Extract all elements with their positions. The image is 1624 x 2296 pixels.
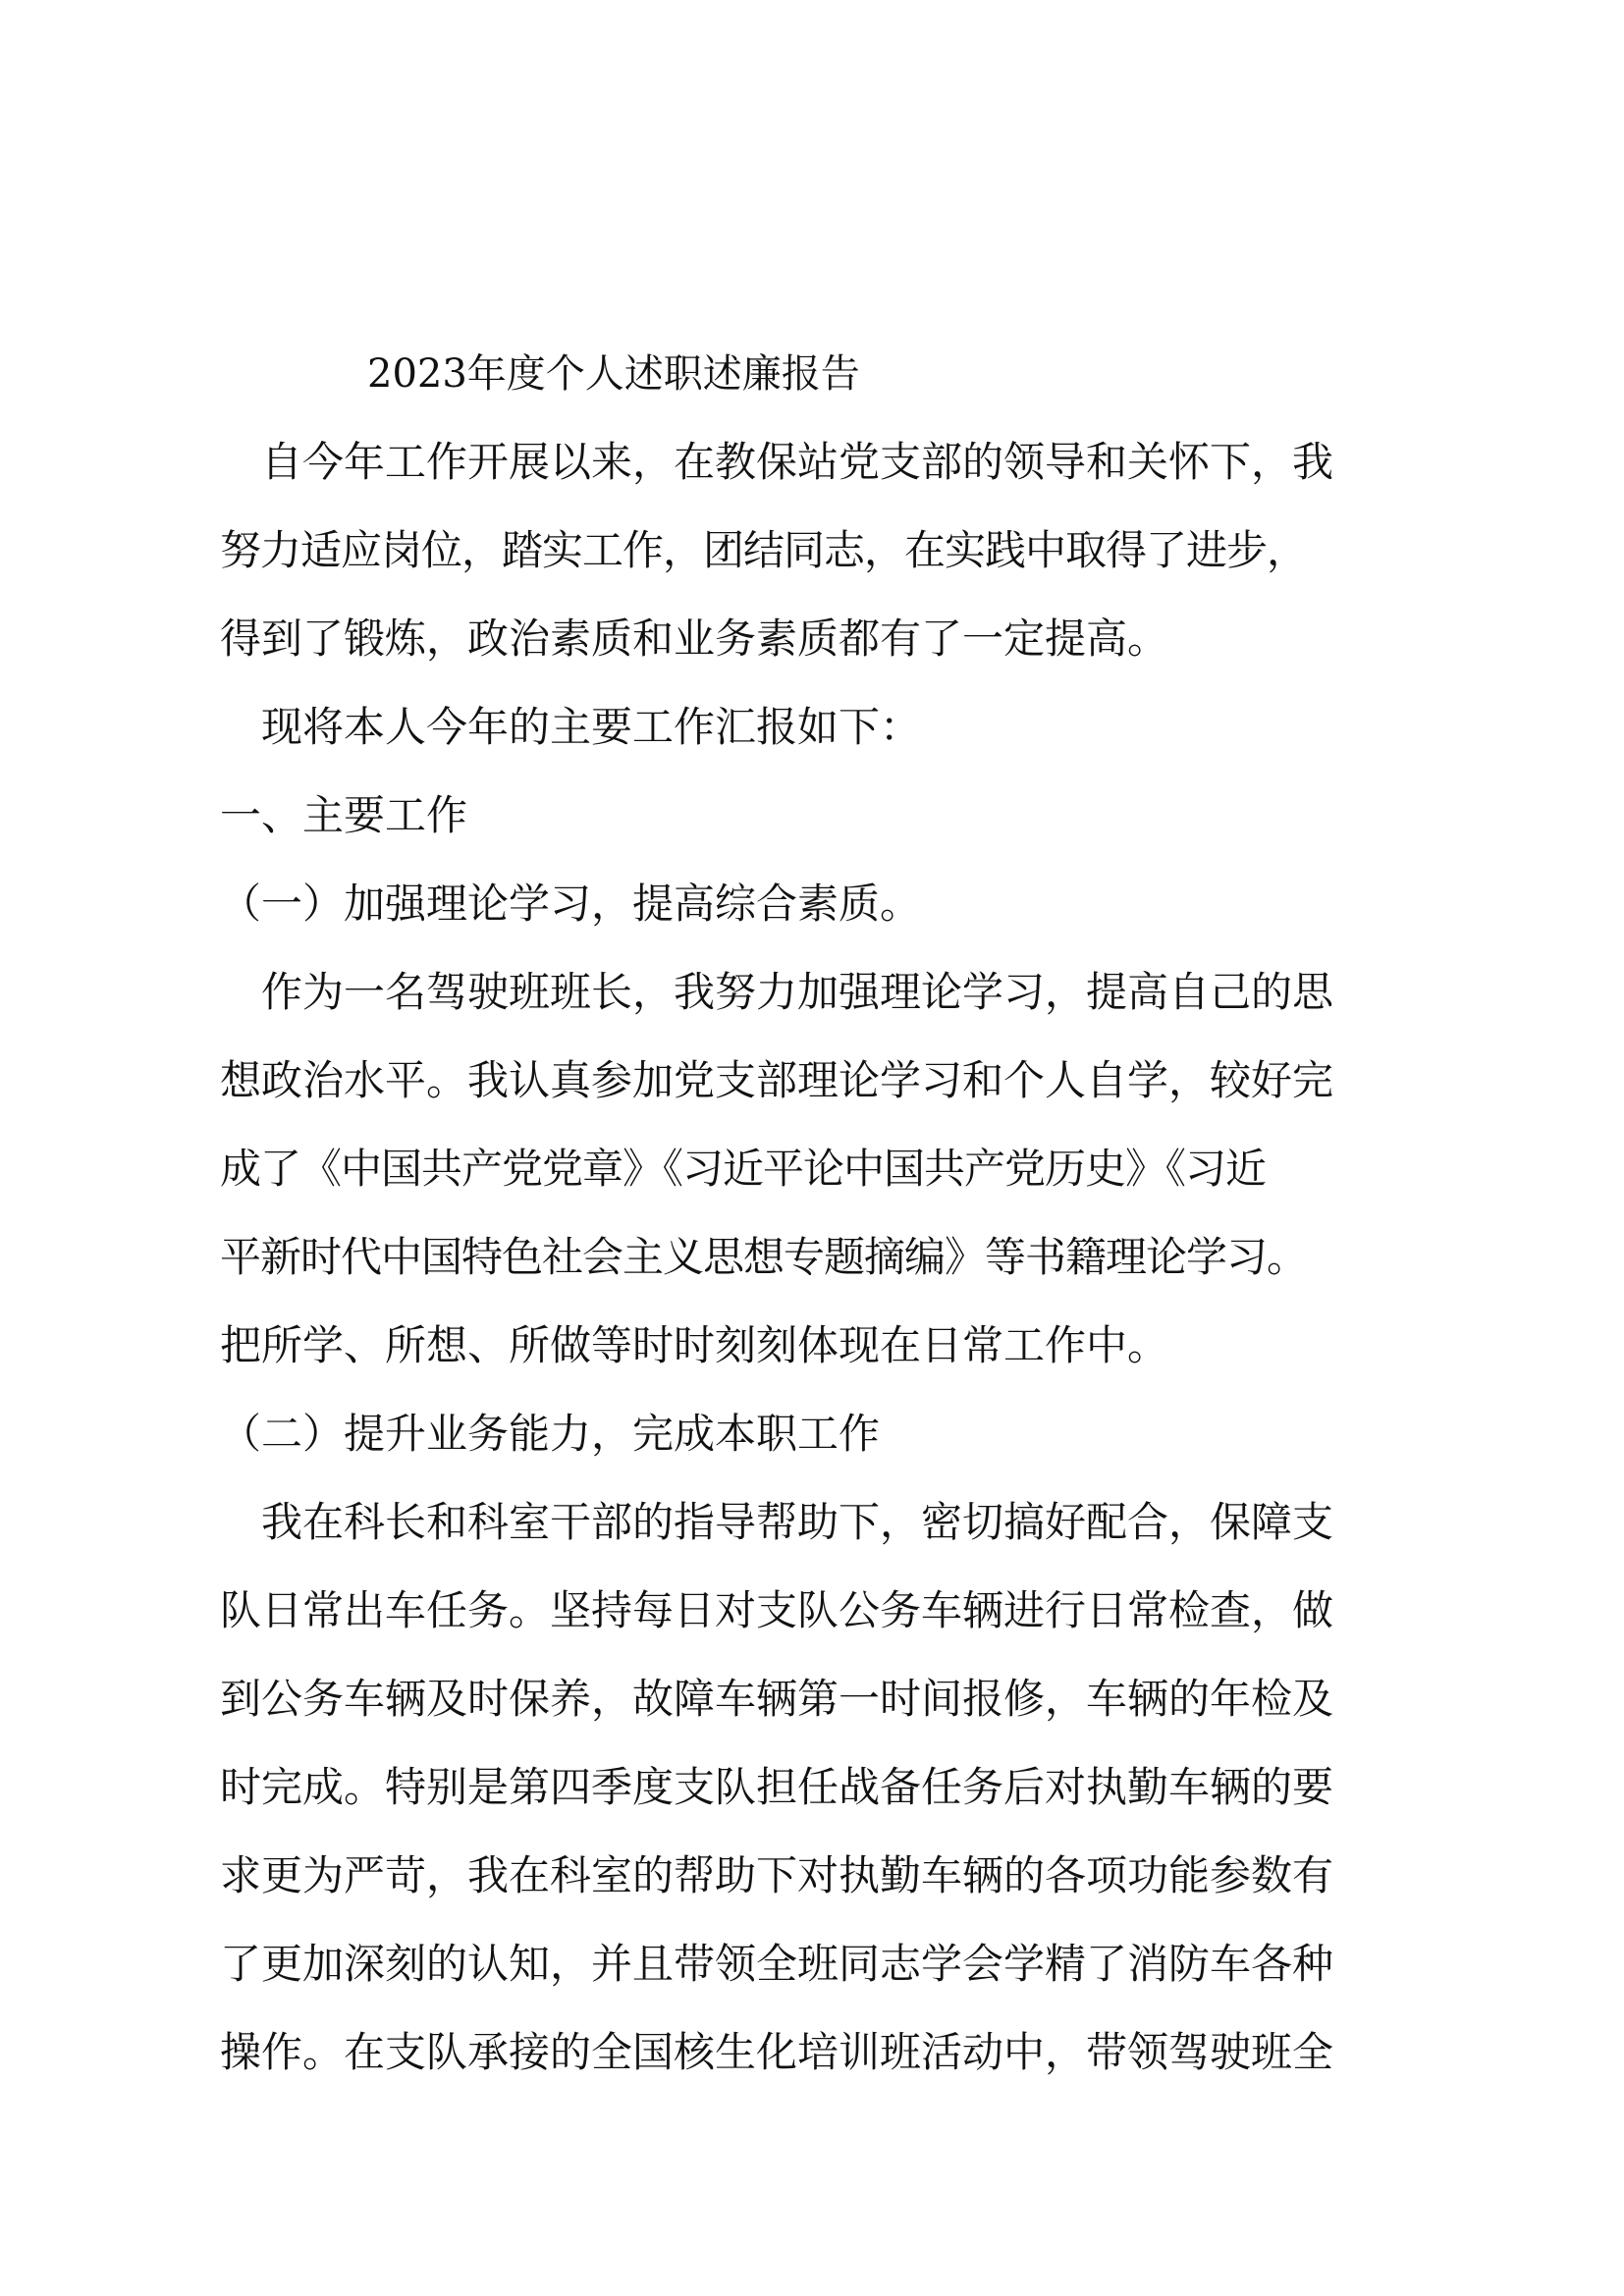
paragraph-line: 成了《中国共产党党章》《习近平论中国共产党历史》《习近 xyxy=(220,1145,1267,1193)
paragraph-line: 得到了锻炼，政治素质和业务素质都有了一定提高。 xyxy=(220,614,1169,663)
section-heading: 一、主要工作 xyxy=(220,791,468,839)
paragraph-line: 了更加深刻的认知，并且带领全班同志学会学精了消防车各种 xyxy=(220,1940,1334,1988)
paragraph-line: 队日常出车任务。坚持每日对支队公务车辆进行日常检查，做 xyxy=(220,1586,1334,1634)
paragraph-line: 到公务车辆及时保养，故障车辆第一时间报修，车辆的年检及 xyxy=(220,1675,1334,1723)
paragraph-line: 把所学、所想、所做等时时刻刻体现在日常工作中。 xyxy=(220,1321,1169,1369)
paragraph-line: 我在科长和科室干部的指导帮助下，密切搞好配合，保障支 xyxy=(261,1498,1334,1546)
paragraph-line: 想政治水平。我认真参加党支部理论学习和个人自学，较好完 xyxy=(220,1056,1334,1104)
paragraph-line: 平新时代中国特色社会主义思想专题摘编》等书籍理论学习。 xyxy=(220,1233,1308,1281)
paragraph-line: 作为一名驾驶班班长，我努力加强理论学习，提高自己的思 xyxy=(261,968,1334,1016)
paragraph-line: 操作。在支队承接的全国核生化培训班活动中，带领驾驶班全 xyxy=(220,2028,1334,2076)
paragraph-line: 时完成。特别是第四季度支队担任战备任务后对执勤车辆的要 xyxy=(220,1763,1334,1811)
page-title: 2023年度个人述职述廉报告 xyxy=(367,351,860,397)
paragraph-line: 求更为严苛，我在科室的帮助下对执勤车辆的各项功能参数有 xyxy=(220,1851,1334,1899)
paragraph-line: 现将本人今年的主要工作汇报如下： xyxy=(261,703,922,751)
subsection-heading: （一）加强理论学习，提高综合素质。 xyxy=(220,880,922,928)
subsection-heading: （二）提升业务能力，完成本职工作 xyxy=(220,1410,881,1458)
paragraph-line: 努力适应岗位，踏实工作，团结同志，在实践中取得了进步， xyxy=(220,526,1308,574)
paragraph-line: 自今年工作开展以来，在教保站党支部的领导和关怀下，我 xyxy=(261,438,1334,486)
document-body xyxy=(220,330,1408,2097)
